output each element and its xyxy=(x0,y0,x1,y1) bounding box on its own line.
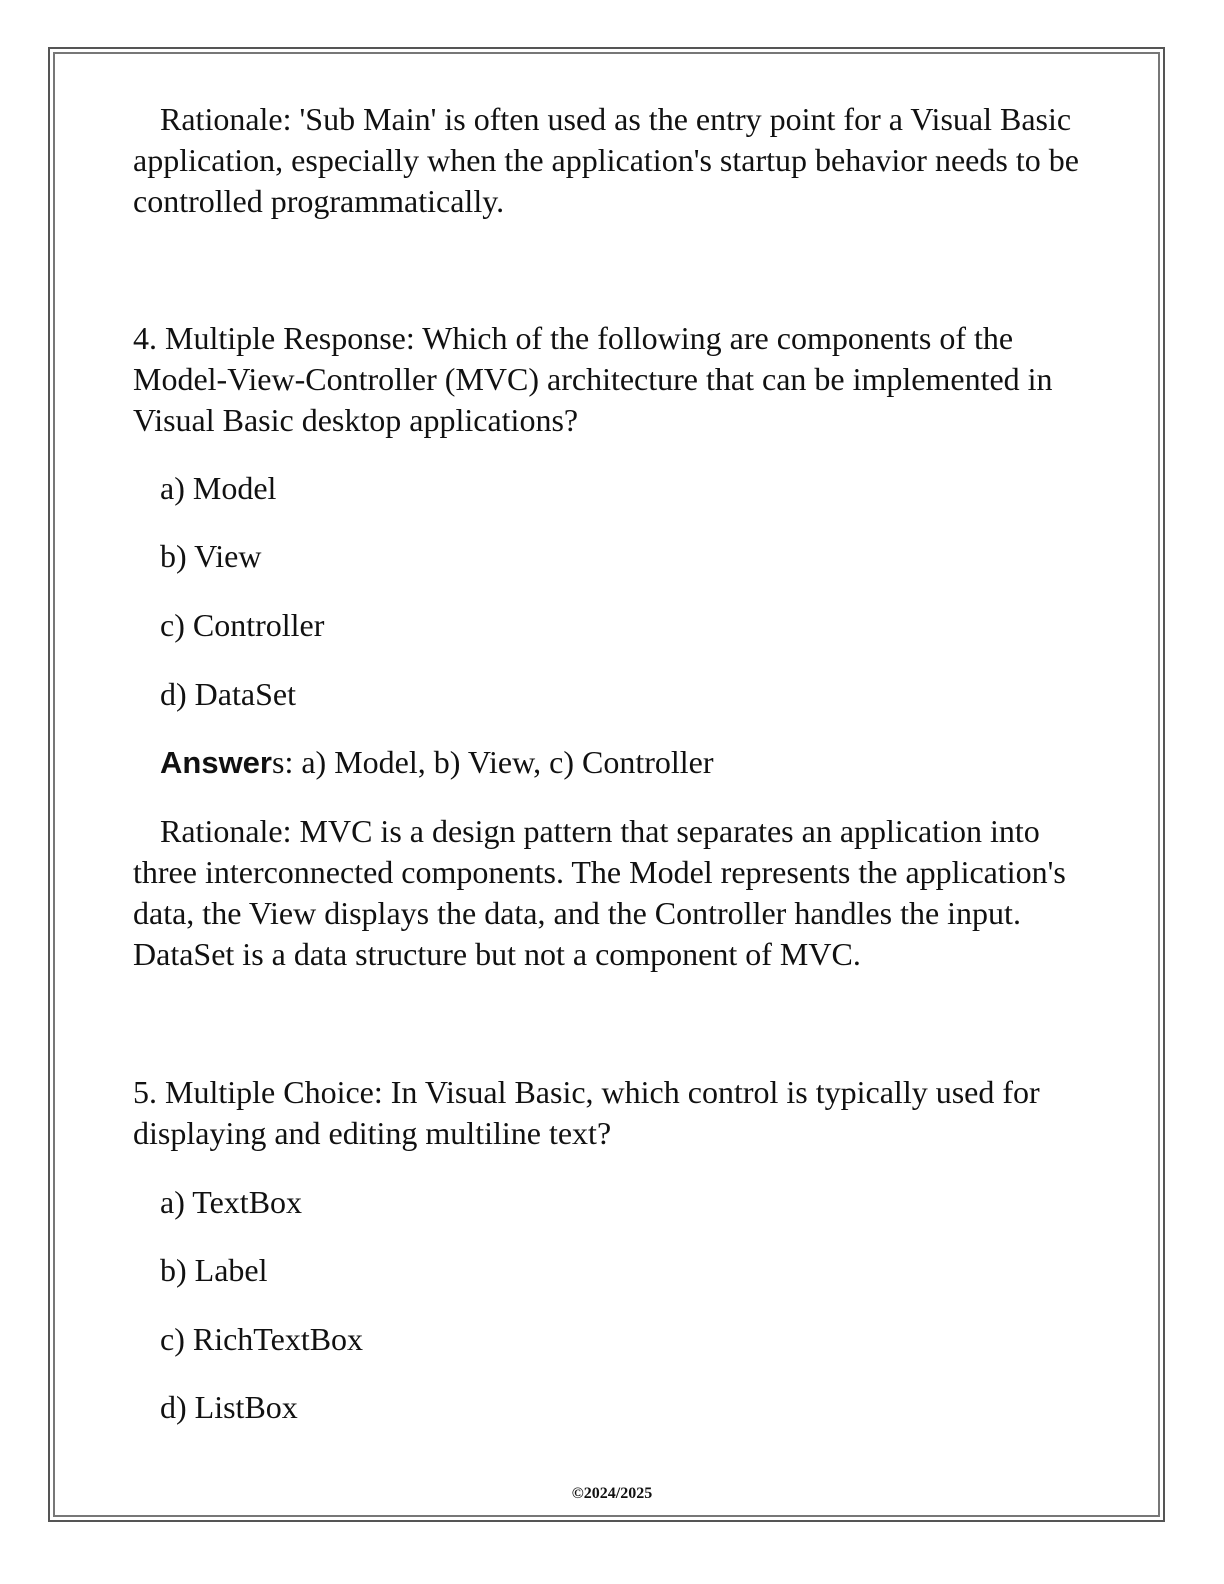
q5-option-a: a) TextBox xyxy=(160,1184,303,1220)
q4-rationale: Rationale: MVC is a design pattern that separates an application into three interconnected components. The Model represents the application's data, the View displays the data, and the Controller handles the input. DataSet is a data structure but not a component of MVC. xyxy=(133,813,1066,972)
q4-answer xyxy=(133,742,1093,783)
q4-option-d: d) DataSet xyxy=(160,676,296,712)
q4-answer-text: s: a) Model, b) View, c) Controller xyxy=(271,744,714,780)
copyright-footer: ©2024/2025 xyxy=(571,1485,653,1502)
q3-rationale: Rationale: 'Sub Main' is often used as the entry point for a Visual Basic application, especially when the application's startup behavior needs to be controlled programmatically. xyxy=(133,101,1079,219)
q5-option-b: b) Label xyxy=(160,1252,268,1288)
q4-option-c: c) Controller xyxy=(160,607,325,643)
q5-option-d: d) ListBox xyxy=(160,1389,298,1425)
q4-option-b: b) View xyxy=(160,538,262,574)
q5-question: 5. Multiple Choice: In Visual Basic, which control is typically used for displaying and editing multiline text? xyxy=(133,1074,1040,1151)
q5-option-c: c) RichTextBox xyxy=(160,1321,364,1357)
q4-answer-label: Answer xyxy=(160,745,272,780)
q4-option-a: a) Model xyxy=(160,470,277,506)
page-content xyxy=(133,99,1093,1428)
q4-question: 4. Multiple Response: Which of the following are components of the Model-View-Controller (MVC) architecture that can be implemented in Visual Basic desktop applications? xyxy=(133,320,1053,438)
